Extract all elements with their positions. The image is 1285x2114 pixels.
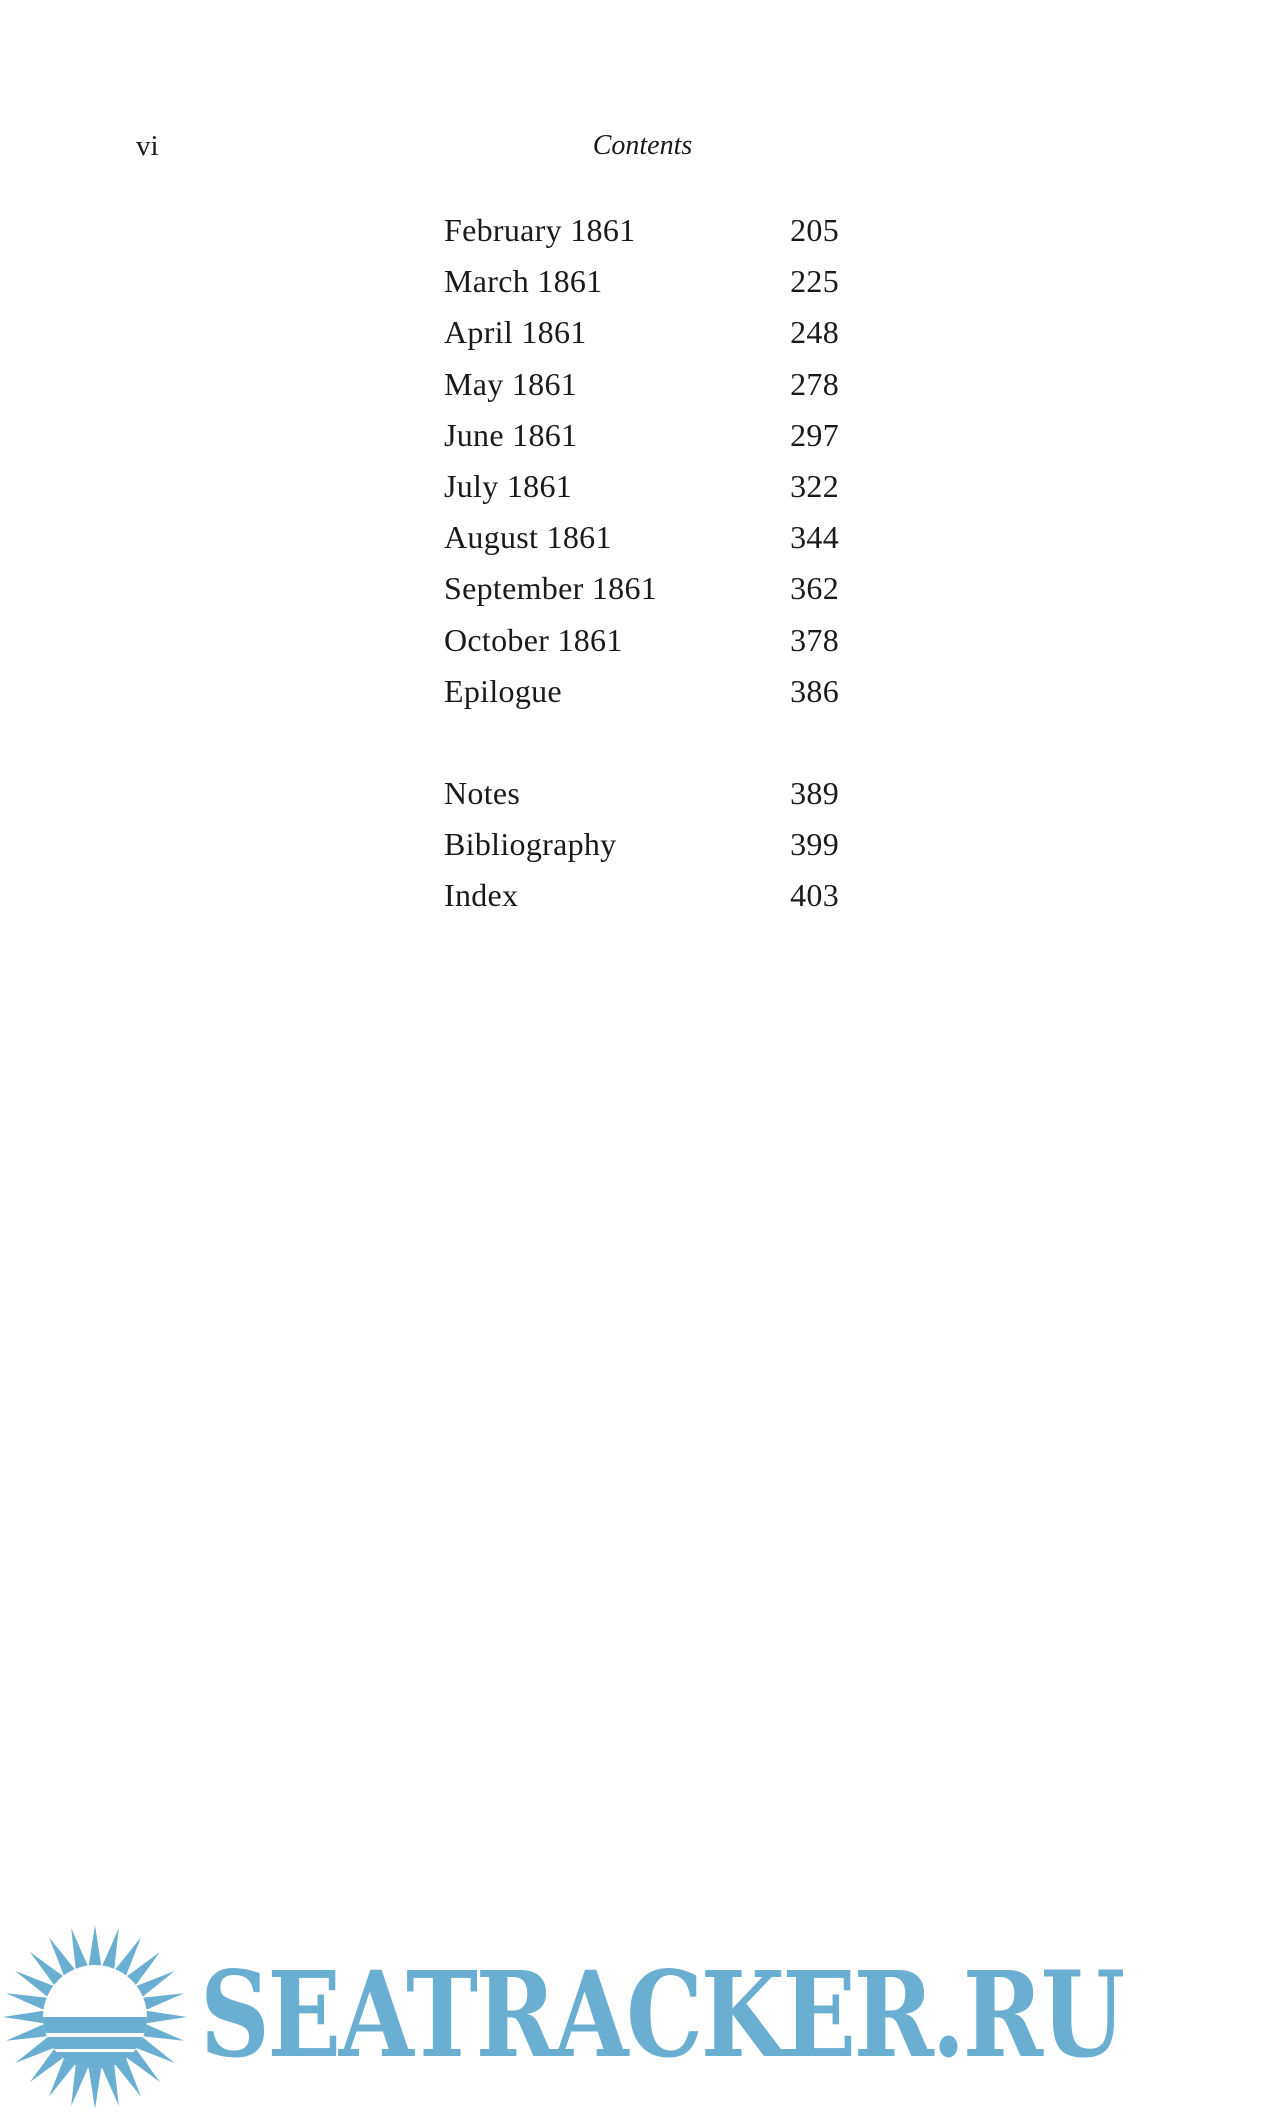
toc-entry bbox=[444, 359, 839, 410]
toc-entry bbox=[444, 666, 839, 717]
toc-entry-title: May 1861 bbox=[444, 365, 578, 402]
toc-entry bbox=[444, 512, 839, 563]
toc-entry-title: June 1861 bbox=[444, 416, 578, 453]
toc-entry-title: March 1861 bbox=[444, 263, 603, 300]
toc-entry-page: 322 bbox=[790, 467, 839, 504]
running-head: Contents bbox=[592, 130, 693, 161]
toc-entry-page: 378 bbox=[790, 621, 839, 658]
toc-entry-title: Bibliography bbox=[444, 826, 617, 863]
toc-entry-title: April 1861 bbox=[444, 314, 587, 351]
toc-entry bbox=[444, 256, 839, 307]
toc-entry bbox=[444, 461, 839, 512]
toc-entry bbox=[444, 768, 839, 819]
toc-entry-page: 389 bbox=[790, 774, 839, 811]
toc-entry-page: 362 bbox=[790, 570, 839, 607]
toc-entry-title: Index bbox=[444, 877, 519, 914]
toc-entry-title: Epilogue bbox=[444, 672, 562, 709]
toc-entry bbox=[444, 615, 839, 666]
toc-entry-page: 225 bbox=[790, 263, 839, 300]
toc-entry-page: 399 bbox=[790, 826, 839, 863]
toc-entry-title: October 1861 bbox=[444, 621, 623, 658]
toc-entry bbox=[444, 410, 839, 461]
page-number: vi bbox=[136, 130, 159, 162]
toc-entry-title: February 1861 bbox=[444, 212, 636, 248]
toc-entry bbox=[444, 307, 839, 358]
toc-entry-title: July 1861 bbox=[444, 467, 573, 504]
toc-entry bbox=[444, 563, 839, 614]
toc-entry-title: Notes bbox=[444, 774, 521, 811]
watermark bbox=[0, 1915, 1285, 2114]
toc-entry-page: 344 bbox=[790, 519, 839, 556]
toc-entry-page: 403 bbox=[790, 877, 839, 914]
watermark-text: SEATRACKER.RU bbox=[200, 1945, 1123, 2084]
toc-entry-page: 278 bbox=[790, 365, 839, 402]
toc-entry bbox=[444, 819, 839, 870]
toc-entry-page: 386 bbox=[790, 672, 839, 709]
toc-entry-page: 205 bbox=[790, 212, 839, 248]
toc-entry bbox=[444, 870, 839, 921]
toc-entry-title: September 1861 bbox=[444, 570, 658, 607]
toc-section-gap bbox=[444, 717, 839, 768]
table-of-contents bbox=[444, 205, 839, 921]
toc-entry-page: 297 bbox=[790, 416, 839, 453]
toc-entry-page: 248 bbox=[790, 314, 839, 351]
toc-entry bbox=[444, 205, 839, 256]
toc-entry-title: August 1861 bbox=[444, 519, 612, 556]
sun-icon bbox=[0, 1915, 190, 2114]
